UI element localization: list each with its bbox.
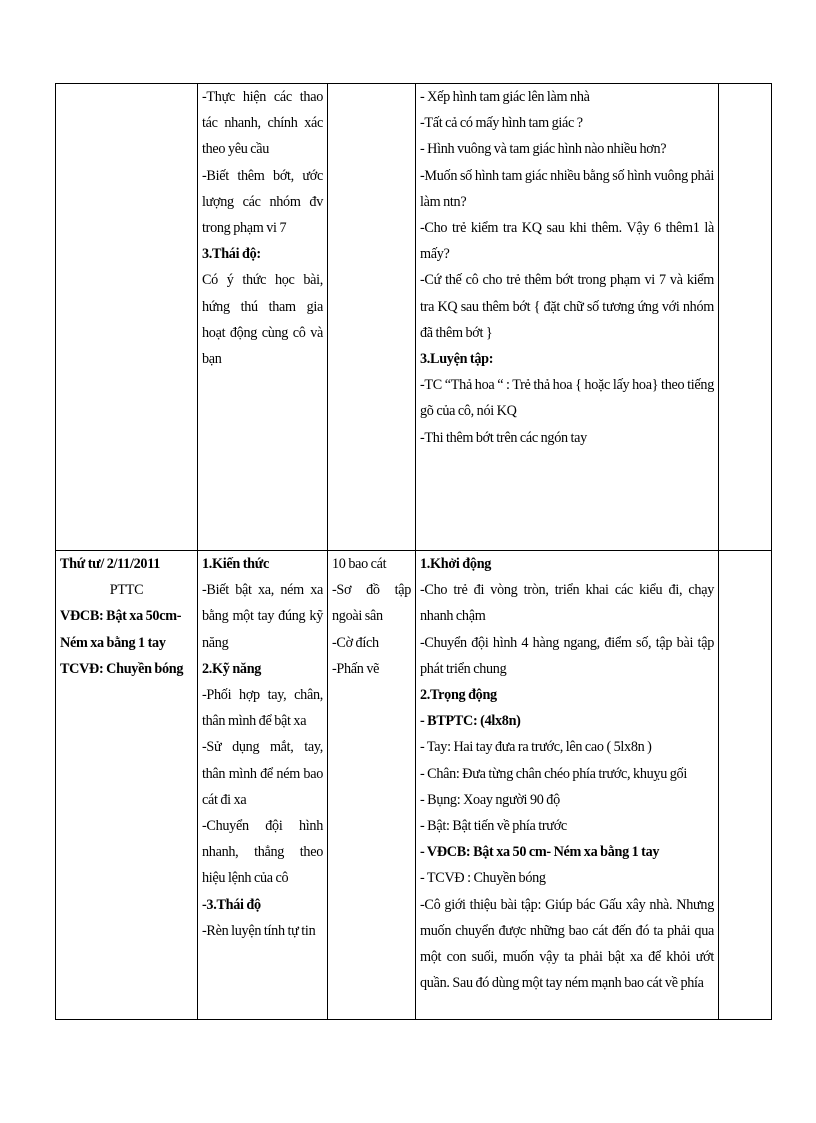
cell-notes bbox=[719, 84, 772, 551]
cell-materials bbox=[328, 84, 416, 551]
cell-day-subject bbox=[56, 551, 198, 1020]
activity-heading: 3.Luyện tập: bbox=[420, 351, 494, 368]
objective-line: Có ý thức học bài, hứng thú tham gia hoạt động cùng cô và bạn bbox=[202, 272, 323, 368]
objective-line: -Sử dụng mắt, tay, thân mình để ném bao cát đi xa bbox=[202, 739, 323, 808]
cell-day-subject bbox=[56, 84, 198, 551]
activity-line: - Tay: Hai tay đưa ra trước, lên cao ( 5lx8n ) bbox=[420, 739, 652, 756]
cell-notes bbox=[719, 551, 772, 1020]
lesson-subject: PTTC bbox=[109, 582, 144, 599]
cell-materials bbox=[328, 551, 416, 1020]
lesson-main-movement: VĐCB: Bật xa 50cm- Ném xa bằng 1 tay bbox=[60, 608, 182, 651]
objective-line: -Rèn luyện tính tự tin bbox=[202, 922, 316, 939]
objective-heading: -3.Thái độ bbox=[202, 896, 261, 913]
objective-line: -Chuyển đội hình nhanh, thẳng theo hiệu lệnh của cô bbox=[202, 818, 323, 887]
cell-objectives bbox=[198, 84, 328, 551]
lesson-plan-table bbox=[55, 83, 772, 1020]
activity-line: - TCVĐ : Chuyền bóng bbox=[420, 870, 546, 887]
activity-line: -Tất cả có mấy hình tam giác ? bbox=[420, 115, 583, 132]
lesson-date: Thứ tư/ 2/11/2011 bbox=[60, 556, 161, 572]
activity-line: -TC “Thả hoa “ : Trẻ thả hoa { hoặc lấy hoa} theo tiếng gõ của cô, nói KQ bbox=[420, 377, 714, 420]
objective-line: -Biết bật xa, ném xa bằng một tay đúng kỹ năng bbox=[202, 582, 323, 651]
objective-line: -Biết thêm bớt, ước lượng các nhóm đv trong phạm vi 7 bbox=[202, 167, 323, 237]
activity-line: - Chân: Đưa từng chân chéo phía trước, khuỵu gối bbox=[420, 765, 687, 782]
activity-line: -Chuyển đội hình 4 hàng ngang, điểm số, tập bài tập phát triển chung bbox=[420, 634, 714, 677]
objective-heading: 1.Kiến thức bbox=[202, 556, 269, 572]
lesson-game: TCVĐ: Chuyền bóng bbox=[60, 660, 184, 677]
material-line: -Cờ đích bbox=[332, 634, 379, 651]
material-line: 10 bao cát bbox=[332, 556, 387, 572]
activity-line: - Bật: Bật tiến về phía trước bbox=[420, 818, 567, 835]
activity-line: -Cho trẻ kiểm tra KQ sau khi thêm. Vậy 6 thêm1 là mấy? bbox=[420, 220, 714, 263]
objective-line: -Phối hợp tay, chân, thân mình để bật xa bbox=[202, 687, 323, 730]
cell-activities bbox=[416, 84, 719, 551]
objective-heading: 3.Thái độ: bbox=[202, 246, 261, 263]
cell-activities bbox=[416, 551, 719, 1020]
activity-heading: 2.Trọng động bbox=[420, 687, 497, 704]
cell-objectives bbox=[198, 551, 328, 1020]
activity-line: -Cứ thế cô cho trẻ thêm bớt trong phạm vi 7 và kiểm tra KQ sau thêm bớt { đặt chữ số tương ứng với nhóm đã thêm bớt } bbox=[420, 272, 714, 341]
activity-heading: - BTPTC: (4lx8n) bbox=[420, 713, 521, 730]
activity-line: - Hình vuông và tam giác hình nào nhiều hơn? bbox=[420, 141, 667, 158]
objective-heading: 2.Kỹ năng bbox=[202, 660, 262, 677]
activity-line: -Thi thêm bớt trên các ngón tay bbox=[420, 429, 587, 446]
activity-line: -Muốn số hình tam giác nhiều bằng số hình vuông phải làm ntn? bbox=[420, 167, 714, 210]
activity-heading: - VĐCB: Bật xa 50 cm- Ném xa bằng 1 tay bbox=[420, 844, 660, 861]
activity-line: -Cho trẻ đi vòng tròn, triển khai các kiểu đi, chạy nhanh chậm bbox=[420, 582, 714, 625]
activity-line: - Bụng: Xoay người 90 độ bbox=[420, 791, 560, 808]
table-row bbox=[56, 84, 772, 551]
activity-line: -Cô giới thiệu bài tập: Giúp bác Gấu xây nhà. Nhưng muốn chuyển được những bao cát đến đó ta phải qua một con suối, muốn vậy ta phải bật xa để khỏi ướt quần. Sau đó dùng một tay ném mạnh bao cát về phía bbox=[420, 896, 714, 992]
material-line: -Sơ đồ tập ngoài sân bbox=[332, 582, 411, 625]
material-line: -Phấn vẽ bbox=[332, 660, 380, 677]
table-row bbox=[56, 551, 772, 1020]
objective-line: -Thực hiện các thao tác nhanh, chính xác theo yêu cầu bbox=[202, 89, 323, 158]
activity-heading: 1.Khởi động bbox=[420, 556, 492, 572]
activity-line: - Xếp hình tam giác lên làm nhà bbox=[420, 89, 590, 105]
